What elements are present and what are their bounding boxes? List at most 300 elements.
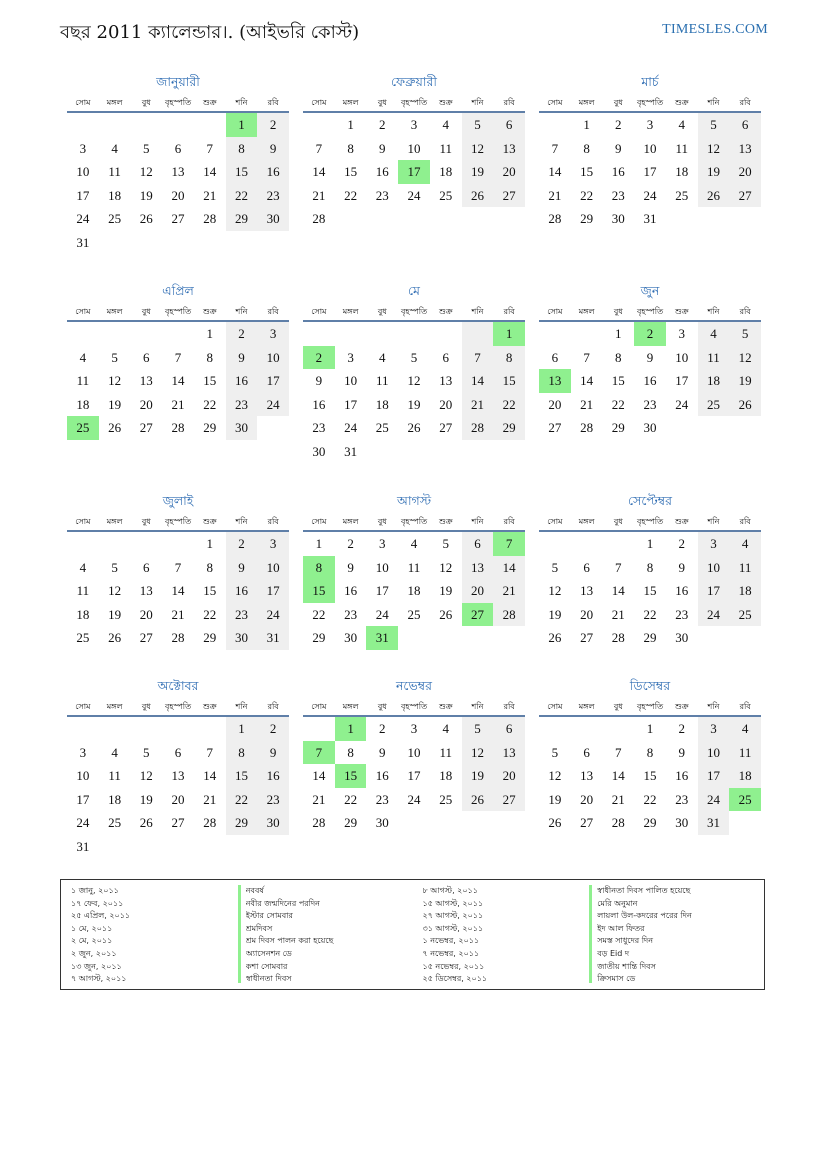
day-cell[interactable]: 23 — [675, 606, 689, 622]
day-cell[interactable]: 25 — [729, 603, 761, 627]
day-cell[interactable]: 8 — [347, 140, 354, 156]
day-cell[interactable]: 13 — [462, 556, 494, 580]
day-cell[interactable]: 10 — [257, 556, 289, 580]
day-cell[interactable]: 3 — [257, 532, 289, 556]
day-cell[interactable]: 30 — [312, 443, 326, 459]
day-cell[interactable]: 27 — [548, 420, 562, 435]
day-cell[interactable]: 4 — [379, 349, 386, 365]
day-cell[interactable]: 27 — [580, 630, 594, 645]
day-cell[interactable]: 5 — [462, 717, 494, 741]
day-cell[interactable]: 28 — [203, 815, 217, 830]
day-cell[interactable]: 29 — [203, 420, 217, 435]
day-cell[interactable]: 11 — [76, 373, 90, 388]
day-cell[interactable]: 19 — [548, 791, 562, 807]
day-cell[interactable]: 19 — [108, 396, 122, 412]
day-cell[interactable]: 30 — [375, 815, 389, 830]
day-cell[interactable]: 2 — [347, 536, 354, 551]
day-cell[interactable]: 2 — [226, 322, 258, 346]
day-cell[interactable]: 18 — [729, 764, 761, 788]
day-cell[interactable]: 11 — [698, 346, 730, 370]
day-cell[interactable]: 18 — [76, 396, 90, 412]
day-cell[interactable]: 28 — [203, 211, 217, 226]
day-cell[interactable]: 14 — [493, 556, 525, 580]
day-cell[interactable]: 26 — [407, 420, 421, 435]
day-cell[interactable]: 23 — [675, 791, 689, 807]
day-cell[interactable]: 3 — [698, 532, 730, 556]
holiday-day-cell[interactable]: 27 — [462, 603, 494, 627]
day-cell[interactable]: 20 — [580, 791, 594, 807]
day-cell[interactable]: 20 — [548, 396, 562, 412]
day-cell[interactable]: 8 — [583, 140, 590, 156]
day-cell[interactable]: 11 — [108, 768, 121, 783]
day-cell[interactable]: 17 — [257, 369, 289, 393]
day-cell[interactable]: 27 — [493, 184, 525, 208]
day-cell[interactable]: 7 — [615, 744, 622, 760]
day-cell[interactable]: 30 — [257, 207, 289, 231]
day-cell[interactable]: 8 — [206, 349, 213, 365]
day-cell[interactable]: 3 — [79, 140, 87, 156]
day-cell[interactable]: 28 — [171, 630, 185, 645]
day-cell[interactable]: 1 — [226, 717, 258, 741]
day-cell[interactable]: 6 — [174, 140, 182, 156]
day-cell[interactable]: 12 — [407, 373, 421, 388]
day-cell[interactable]: 24 — [76, 815, 90, 830]
holiday-day-cell[interactable]: 2 — [634, 322, 666, 346]
day-cell[interactable]: 15 — [643, 768, 657, 783]
holiday-day-cell[interactable]: 25 — [67, 416, 99, 440]
day-cell[interactable]: 21 — [580, 396, 594, 412]
day-cell[interactable]: 24 — [257, 603, 289, 627]
day-cell[interactable]: 27 — [171, 211, 185, 226]
day-cell[interactable]: 3 — [347, 349, 354, 365]
day-cell[interactable]: 22 — [203, 606, 217, 622]
day-cell[interactable]: 26 — [548, 630, 562, 645]
day-cell[interactable]: 26 — [698, 184, 730, 208]
day-cell[interactable]: 22 — [493, 393, 525, 417]
day-cell[interactable]: 12 — [108, 373, 122, 388]
day-cell[interactable]: 29 — [344, 815, 358, 830]
day-cell[interactable]: 1 — [206, 536, 213, 551]
day-cell[interactable]: 13 — [171, 164, 185, 179]
day-cell[interactable]: 20 — [580, 606, 594, 622]
holiday-day-cell[interactable]: 15 — [335, 764, 367, 788]
day-cell[interactable]: 21 — [611, 606, 625, 622]
day-cell[interactable]: 22 — [643, 791, 657, 807]
day-cell[interactable]: 5 — [111, 559, 118, 575]
day-cell[interactable]: 3 — [257, 322, 289, 346]
day-cell[interactable]: 9 — [257, 741, 289, 765]
day-cell[interactable]: 28 — [611, 630, 625, 645]
day-cell[interactable]: 25 — [439, 187, 453, 203]
day-cell[interactable]: 16 — [226, 369, 258, 393]
day-cell[interactable]: 7 — [462, 346, 494, 370]
holiday-day-cell[interactable]: 8 — [303, 556, 335, 580]
day-cell[interactable]: 13 — [580, 583, 594, 598]
day-cell[interactable]: 13 — [729, 137, 761, 161]
day-cell[interactable]: 22 — [203, 396, 217, 412]
day-cell[interactable]: 16 — [643, 373, 657, 388]
day-cell[interactable]: 20 — [493, 160, 525, 184]
day-cell[interactable]: 10 — [698, 741, 730, 765]
day-cell[interactable]: 14 — [580, 373, 594, 388]
day-cell[interactable]: 8 — [493, 346, 525, 370]
day-cell[interactable]: 14 — [611, 768, 625, 783]
day-cell[interactable]: 13 — [139, 373, 153, 388]
day-cell[interactable]: 11 — [439, 744, 452, 760]
day-cell[interactable]: 29 — [312, 630, 326, 645]
day-cell[interactable]: 31 — [257, 626, 289, 650]
day-cell[interactable]: 23 — [611, 187, 625, 203]
day-cell[interactable]: 11 — [729, 741, 761, 765]
day-cell[interactable]: 8 — [226, 741, 258, 765]
day-cell[interactable]: 17 — [407, 768, 421, 783]
holiday-day-cell[interactable]: 25 — [729, 788, 761, 812]
day-cell[interactable]: 14 — [171, 373, 185, 388]
day-cell[interactable]: 13 — [580, 768, 594, 783]
day-cell[interactable]: 28 — [312, 211, 326, 226]
day-cell[interactable]: 16 — [375, 768, 389, 783]
day-cell[interactable]: 14 — [312, 164, 326, 179]
day-cell[interactable]: 24 — [698, 603, 730, 627]
day-cell[interactable]: 20 — [493, 764, 525, 788]
day-cell[interactable]: 26 — [462, 184, 494, 208]
day-cell[interactable]: 7 — [174, 559, 182, 575]
day-cell[interactable]: 17 — [698, 579, 730, 603]
day-cell[interactable]: 13 — [139, 583, 153, 598]
day-cell[interactable]: 8 — [615, 349, 622, 365]
holiday-day-cell[interactable]: 7 — [493, 532, 525, 556]
day-cell[interactable]: 12 — [139, 164, 153, 179]
day-cell[interactable]: 17 — [675, 373, 689, 388]
day-cell[interactable]: 28 — [611, 815, 625, 830]
day-cell[interactable]: 19 — [139, 187, 153, 203]
day-cell[interactable]: 27 — [493, 788, 525, 812]
day-cell[interactable]: 30 — [257, 811, 289, 835]
day-cell[interactable]: 6 — [493, 717, 525, 741]
day-cell[interactable]: 11 — [76, 583, 90, 598]
day-cell[interactable]: 15 — [611, 373, 625, 388]
day-cell[interactable]: 1 — [646, 536, 654, 551]
day-cell[interactable]: 7 — [174, 349, 182, 365]
day-cell[interactable]: 4 — [79, 559, 87, 575]
day-cell[interactable]: 27 — [729, 184, 761, 208]
day-cell[interactable]: 4 — [729, 717, 761, 741]
day-cell[interactable]: 1 — [206, 326, 213, 341]
day-cell[interactable]: 25 — [375, 420, 389, 435]
day-cell[interactable]: 23 — [257, 788, 289, 812]
day-cell[interactable]: 9 — [347, 559, 354, 575]
day-cell[interactable]: 26 — [108, 630, 122, 645]
day-cell[interactable]: 12 — [462, 741, 494, 765]
day-cell[interactable]: 25 — [698, 393, 730, 417]
day-cell[interactable]: 31 — [698, 811, 730, 835]
day-cell[interactable]: 19 — [548, 606, 562, 622]
day-cell[interactable]: 24 — [76, 211, 90, 226]
day-cell[interactable]: 3 — [698, 717, 730, 741]
day-cell[interactable]: 26 — [729, 393, 761, 417]
day-cell[interactable]: 14 — [611, 583, 625, 598]
day-cell[interactable]: 3 — [410, 117, 418, 132]
day-cell[interactable]: 10 — [407, 744, 421, 760]
day-cell[interactable]: 6 — [551, 349, 559, 365]
day-cell[interactable]: 29 — [580, 211, 594, 226]
day-cell[interactable]: 30 — [611, 211, 625, 226]
day-cell[interactable]: 19 — [439, 583, 453, 598]
day-cell[interactable]: 7 — [315, 140, 323, 156]
day-cell[interactable]: 13 — [171, 768, 185, 783]
day-cell[interactable]: 25 — [407, 606, 421, 622]
day-cell[interactable]: 24 — [698, 788, 730, 812]
day-cell[interactable]: 13 — [493, 137, 525, 161]
day-cell[interactable]: 11 — [675, 140, 688, 156]
day-cell[interactable]: 15 — [203, 583, 217, 598]
day-cell[interactable]: 19 — [729, 369, 761, 393]
day-cell[interactable]: 2 — [257, 113, 289, 137]
day-cell[interactable]: 16 — [675, 583, 689, 598]
holiday-day-cell[interactable]: 31 — [366, 626, 398, 650]
day-cell[interactable]: 26 — [139, 815, 153, 830]
day-cell[interactable]: 25 — [439, 791, 453, 807]
holiday-day-cell[interactable]: 17 — [398, 160, 430, 184]
day-cell[interactable]: 23 — [375, 791, 389, 807]
day-cell[interactable]: 29 — [226, 811, 258, 835]
day-cell[interactable]: 5 — [462, 113, 494, 137]
day-cell[interactable]: 16 — [312, 396, 326, 412]
holiday-day-cell[interactable]: 13 — [539, 369, 571, 393]
day-cell[interactable]: 4 — [410, 536, 418, 551]
day-cell[interactable]: 6 — [174, 744, 182, 760]
day-cell[interactable]: 11 — [439, 140, 452, 156]
day-cell[interactable]: 17 — [76, 187, 90, 203]
day-cell[interactable]: 16 — [675, 768, 689, 783]
day-cell[interactable]: 30 — [675, 815, 689, 830]
day-cell[interactable]: 27 — [139, 420, 153, 435]
day-cell[interactable]: 23 — [643, 396, 657, 412]
day-cell[interactable]: 21 — [203, 187, 217, 203]
day-cell[interactable]: 26 — [462, 788, 494, 812]
day-cell[interactable]: 10 — [643, 140, 657, 156]
day-cell[interactable]: 1 — [646, 721, 654, 736]
day-cell[interactable]: 4 — [442, 721, 449, 736]
day-cell[interactable]: 8 — [206, 559, 213, 575]
day-cell[interactable]: 10 — [257, 346, 289, 370]
day-cell[interactable]: 5 — [442, 536, 449, 551]
day-cell[interactable]: 17 — [344, 396, 358, 412]
day-cell[interactable]: 22 — [344, 187, 358, 203]
day-cell[interactable]: 21 — [548, 187, 562, 203]
day-cell[interactable]: 5 — [143, 140, 150, 156]
day-cell[interactable]: 28 — [312, 815, 326, 830]
day-cell[interactable]: 19 — [108, 606, 122, 622]
day-cell[interactable]: 29 — [611, 420, 625, 435]
day-cell[interactable]: 1 — [583, 117, 590, 132]
day-cell[interactable]: 5 — [698, 113, 730, 137]
day-cell[interactable]: 15 — [643, 583, 657, 598]
day-cell[interactable]: 18 — [76, 606, 90, 622]
day-cell[interactable]: 17 — [643, 164, 657, 179]
day-cell[interactable]: 17 — [257, 579, 289, 603]
day-cell[interactable]: 16 — [375, 164, 389, 179]
day-cell[interactable]: 30 — [226, 416, 258, 440]
day-cell[interactable]: 21 — [462, 393, 494, 417]
day-cell[interactable]: 11 — [376, 373, 389, 388]
day-cell[interactable]: 31 — [344, 443, 358, 459]
day-cell[interactable]: 26 — [108, 420, 122, 435]
holiday-day-cell[interactable]: 7 — [303, 741, 335, 765]
day-cell[interactable]: 7 — [583, 349, 590, 365]
day-cell[interactable]: 16 — [226, 579, 258, 603]
day-cell[interactable]: 7 — [551, 140, 559, 156]
day-cell[interactable]: 20 — [462, 579, 494, 603]
day-cell[interactable]: 12 — [108, 583, 122, 598]
day-cell[interactable]: 17 — [698, 764, 730, 788]
day-cell[interactable]: 31 — [643, 211, 657, 226]
day-cell[interactable]: 23 — [375, 187, 389, 203]
day-cell[interactable]: 23 — [226, 603, 258, 627]
day-cell[interactable]: 12 — [439, 559, 453, 575]
day-cell[interactable]: 18 — [375, 396, 389, 412]
day-cell[interactable]: 10 — [344, 373, 358, 388]
day-cell[interactable]: 31 — [76, 838, 90, 854]
day-cell[interactable]: 17 — [76, 791, 90, 807]
day-cell[interactable]: 2 — [379, 721, 386, 736]
day-cell[interactable]: 11 — [108, 164, 121, 179]
day-cell[interactable]: 6 — [143, 349, 150, 365]
day-cell[interactable]: 30 — [675, 630, 689, 645]
holiday-day-cell[interactable]: 2 — [303, 346, 335, 370]
day-cell[interactable]: 28 — [462, 416, 494, 440]
day-cell[interactable]: 15 — [226, 160, 258, 184]
day-cell[interactable]: 15 — [203, 373, 217, 388]
day-cell[interactable]: 25 — [108, 211, 122, 226]
day-cell[interactable]: 24 — [407, 791, 421, 807]
day-cell[interactable]: 9 — [615, 140, 622, 156]
day-cell[interactable]: 21 — [171, 396, 185, 412]
day-cell[interactable]: 27 — [171, 815, 185, 830]
day-cell[interactable]: 12 — [729, 346, 761, 370]
day-cell[interactable]: 21 — [312, 187, 326, 203]
day-cell[interactable]: 24 — [643, 187, 657, 203]
day-cell[interactable]: 6 — [583, 744, 590, 760]
day-cell[interactable]: 3 — [646, 117, 654, 132]
day-cell[interactable]: 15 — [493, 369, 525, 393]
day-cell[interactable]: 19 — [462, 160, 494, 184]
day-cell[interactable]: 16 — [611, 164, 625, 179]
day-cell[interactable]: 4 — [111, 744, 118, 760]
day-cell[interactable]: 5 — [410, 349, 418, 365]
day-cell[interactable]: 7 — [206, 140, 213, 156]
day-cell[interactable]: 3 — [410, 721, 418, 736]
day-cell[interactable]: 9 — [646, 349, 654, 365]
day-cell[interactable]: 9 — [379, 744, 386, 760]
day-cell[interactable]: 19 — [407, 396, 421, 412]
day-cell[interactable]: 20 — [171, 187, 185, 203]
day-cell[interactable]: 10 — [407, 140, 421, 156]
day-cell[interactable]: 22 — [580, 187, 594, 203]
day-cell[interactable]: 23 — [344, 606, 358, 622]
day-cell[interactable]: 18 — [698, 369, 730, 393]
day-cell[interactable]: 29 — [203, 630, 217, 645]
day-cell[interactable]: 6 — [729, 113, 761, 137]
day-cell[interactable]: 4 — [111, 140, 118, 156]
day-cell[interactable]: 13 — [493, 741, 525, 765]
day-cell[interactable]: 22 — [611, 396, 625, 412]
day-cell[interactable]: 8 — [646, 559, 654, 575]
day-cell[interactable]: 21 — [203, 791, 217, 807]
day-cell[interactable]: 5 — [143, 744, 150, 760]
day-cell[interactable]: 8 — [347, 744, 354, 760]
day-cell[interactable]: 9 — [379, 140, 386, 156]
day-cell[interactable]: 6 — [493, 113, 525, 137]
day-cell[interactable]: 20 — [171, 791, 185, 807]
day-cell[interactable]: 4 — [678, 117, 685, 132]
day-cell[interactable]: 26 — [139, 211, 153, 226]
day-cell[interactable]: 10 — [698, 556, 730, 580]
day-cell[interactable]: 2 — [226, 532, 258, 556]
day-cell[interactable]: 22 — [643, 606, 657, 622]
day-cell[interactable]: 1 — [315, 536, 323, 551]
day-cell[interactable]: 15 — [226, 764, 258, 788]
day-cell[interactable]: 18 — [108, 791, 122, 807]
day-cell[interactable]: 30 — [344, 630, 358, 645]
day-cell[interactable]: 12 — [698, 137, 730, 161]
day-cell[interactable]: 20 — [139, 606, 153, 622]
day-cell[interactable]: 21 — [312, 791, 326, 807]
day-cell[interactable]: 12 — [139, 768, 153, 783]
day-cell[interactable]: 17 — [375, 583, 389, 598]
day-cell[interactable]: 1 — [615, 326, 622, 341]
day-cell[interactable]: 24 — [407, 187, 421, 203]
day-cell[interactable]: 4 — [698, 322, 730, 346]
day-cell[interactable]: 10 — [76, 768, 90, 783]
day-cell[interactable]: 6 — [583, 559, 590, 575]
day-cell[interactable]: 27 — [439, 420, 453, 435]
day-cell[interactable]: 18 — [729, 579, 761, 603]
day-cell[interactable]: 28 — [580, 420, 594, 435]
day-cell[interactable]: 3 — [678, 326, 685, 341]
holiday-day-cell[interactable]: 1 — [335, 717, 367, 741]
day-cell[interactable]: 5 — [729, 322, 761, 346]
day-cell[interactable]: 14 — [203, 768, 217, 783]
day-cell[interactable]: 24 — [375, 606, 389, 622]
day-cell[interactable]: 21 — [611, 791, 625, 807]
day-cell[interactable]: 12 — [548, 768, 562, 783]
holiday-day-cell[interactable]: 1 — [226, 113, 258, 137]
day-cell[interactable]: 26 — [548, 815, 562, 830]
day-cell[interactable]: 2 — [678, 721, 685, 736]
day-cell[interactable]: 20 — [439, 396, 453, 412]
day-cell[interactable]: 27 — [139, 630, 153, 645]
day-cell[interactable]: 2 — [678, 536, 685, 551]
day-cell[interactable]: 14 — [171, 583, 185, 598]
day-cell[interactable]: 12 — [462, 137, 494, 161]
day-cell[interactable]: 10 — [675, 349, 689, 365]
day-cell[interactable]: 9 — [678, 744, 685, 760]
day-cell[interactable]: 29 — [643, 815, 657, 830]
day-cell[interactable]: 16 — [257, 764, 289, 788]
day-cell[interactable]: 23 — [226, 393, 258, 417]
day-cell[interactable]: 21 — [493, 579, 525, 603]
day-cell[interactable]: 28 — [493, 603, 525, 627]
day-cell[interactable]: 3 — [379, 536, 386, 551]
day-cell[interactable]: 9 — [678, 559, 685, 575]
day-cell[interactable]: 5 — [551, 744, 559, 760]
day-cell[interactable]: 6 — [442, 349, 449, 365]
day-cell[interactable]: 11 — [407, 559, 421, 575]
day-cell[interactable]: 19 — [462, 764, 494, 788]
day-cell[interactable]: 21 — [171, 606, 185, 622]
day-cell[interactable]: 11 — [729, 556, 761, 580]
